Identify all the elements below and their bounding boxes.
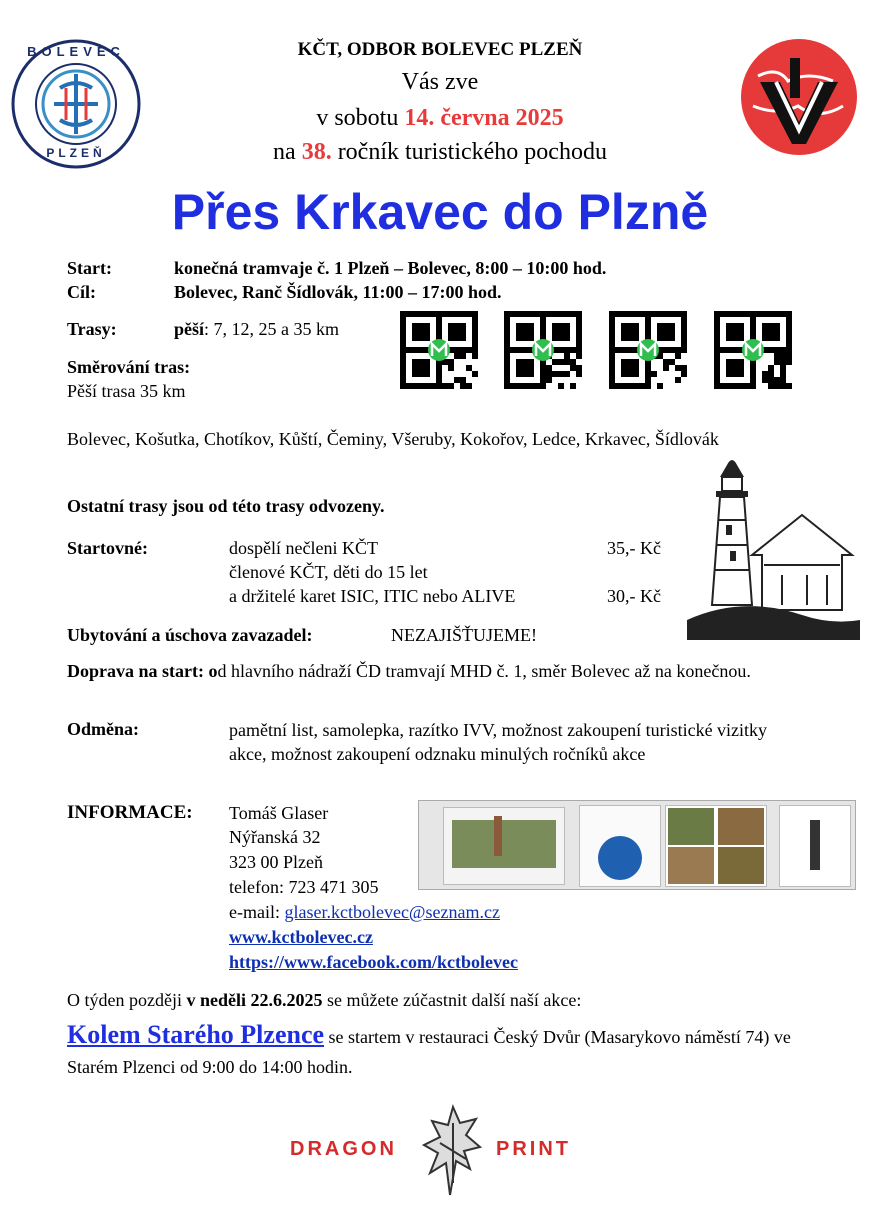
start-value: konečná tramvaje č. 1 Plzeň – Bolevec, 8:00 – 10:00 hod. (174, 258, 607, 278)
email-link[interactable]: glaser.kctbolevec@seznam.cz (284, 902, 500, 922)
lighthouse-illustration (682, 455, 862, 645)
transport-text (67, 659, 807, 683)
direction-route: Pěší trasa 35 km (67, 381, 186, 401)
event-date (150, 103, 730, 133)
info-label: INFORMACE: (67, 802, 193, 823)
edition-line (150, 137, 730, 167)
certificate-panel-right (779, 805, 851, 887)
certificate-panel-left (443, 807, 565, 885)
transport-label: Doprava na start: (67, 661, 204, 681)
edition-prefix: na (273, 139, 302, 165)
accommodation-label: Ubytování a úschova zavazadel: (67, 625, 313, 645)
finish-label: Cíl: (67, 282, 96, 302)
next-intro-1: O týden později (67, 990, 187, 1010)
edition-suffix: ročník turistického pochodu (331, 139, 607, 165)
direction-places: Bolevec, Košutka, Chotíkov, Kůští, Čeminy, Všeruby, Kokořov, Ledce, Krkavec, Šídlovák (67, 429, 719, 449)
transport-value: d hlavního nádraží ČD tramvají MHD č. 1, směr Bolevec až na konečnou. (217, 661, 751, 681)
dragon-logo (420, 1103, 486, 1199)
info-phone: telefon: 723 471 305 (229, 877, 379, 897)
routes-type: pěší (174, 319, 205, 339)
direction-label: Směrování tras: (67, 357, 191, 377)
info-facebook-line (229, 951, 518, 973)
fees-line3: a držitelé karet ISIC, ITIC nebo ALIVE (229, 586, 516, 606)
routes-label: Trasy: (67, 319, 117, 339)
accommodation-value: NEZAJIŠŤUJEME! (391, 625, 537, 645)
start-label: Start: (67, 258, 112, 278)
info-city: 323 00 Plzeň (229, 852, 323, 872)
email-label: e-mail: (229, 902, 285, 922)
fees-line2: členové KČT, děti do 15 let (229, 562, 428, 582)
certificate-panel-photos (665, 805, 767, 887)
next-event-intro (67, 989, 581, 1011)
info-name: Tomáš Glaser (229, 803, 329, 823)
facebook-link[interactable]: https://www.facebook.com/kctbolevec (229, 952, 518, 972)
web-link[interactable]: www.kctbolevec.cz (229, 927, 373, 947)
next-event-details (67, 1020, 827, 1082)
qr-code-4[interactable] (714, 311, 792, 389)
certificate-panel-middle (579, 805, 661, 887)
routes-lengths: : 7, 12, 25 a 35 km (204, 319, 340, 339)
date-value: 14. června 2025 (404, 105, 564, 131)
certificate-preview (418, 800, 856, 890)
edition-number: 38. (301, 139, 332, 165)
qr-code-3[interactable] (609, 311, 687, 389)
next-event-name[interactable]: Kolem Starého Plzence (67, 1020, 325, 1049)
transport-first: o (204, 661, 218, 681)
direction-note: Ostatní trasy jsou od této trasy odvozeny. (67, 496, 385, 516)
fees-price2: 30,- Kč (607, 586, 661, 606)
ivv-logo (738, 36, 860, 158)
reward-value: pamětní list, samolepka, razítko IVV, možnost zakoupení turistické vizitky akce, možnost zakoupení odznaku minulých ročníků akce (229, 720, 768, 764)
logo-bottom-text: PLZEŇ (46, 146, 106, 160)
reward-label: Odměna: (67, 719, 139, 739)
fees-line1: dospělí nečleni KČT (229, 538, 378, 558)
sponsor-right: PRINT (496, 1138, 571, 1160)
fees-price1: 35,- Kč (607, 538, 661, 558)
finish-value: Bolevec, Ranč Šídlovák, 11:00 – 17:00 hod. (174, 282, 502, 302)
kct-bolevec-logo (10, 38, 142, 170)
event-title: Přes Krkavec do Plzně (171, 184, 709, 240)
next-date: v neděli 22.6.2025 (186, 990, 323, 1010)
fees-label: Startovné: (67, 538, 148, 558)
next-event-text: se startem v restauraci Český Dvůr (Masarykovo náměstí 74) ve Starém Plzenci od 9:00 do 14:00 hodin. (67, 1027, 791, 1077)
next-intro-2: se můžete zúčastnit další naší akce: (322, 990, 582, 1010)
org-name: KČT, ODBOR BOLEVEC PLZEŇ (297, 39, 583, 60)
sponsor-left: DRAGON (290, 1138, 397, 1160)
date-prefix: v sobotu (316, 105, 405, 131)
invite-text: Vás zve (401, 69, 479, 95)
info-email-line (229, 901, 500, 923)
logo-top-text: BOLEVEC (27, 44, 125, 59)
info-web-line (229, 926, 373, 948)
routes-value (174, 318, 339, 340)
qr-code-1[interactable] (400, 311, 478, 389)
qr-code-2[interactable] (504, 311, 582, 389)
info-street: Nýřanská 32 (229, 827, 321, 847)
